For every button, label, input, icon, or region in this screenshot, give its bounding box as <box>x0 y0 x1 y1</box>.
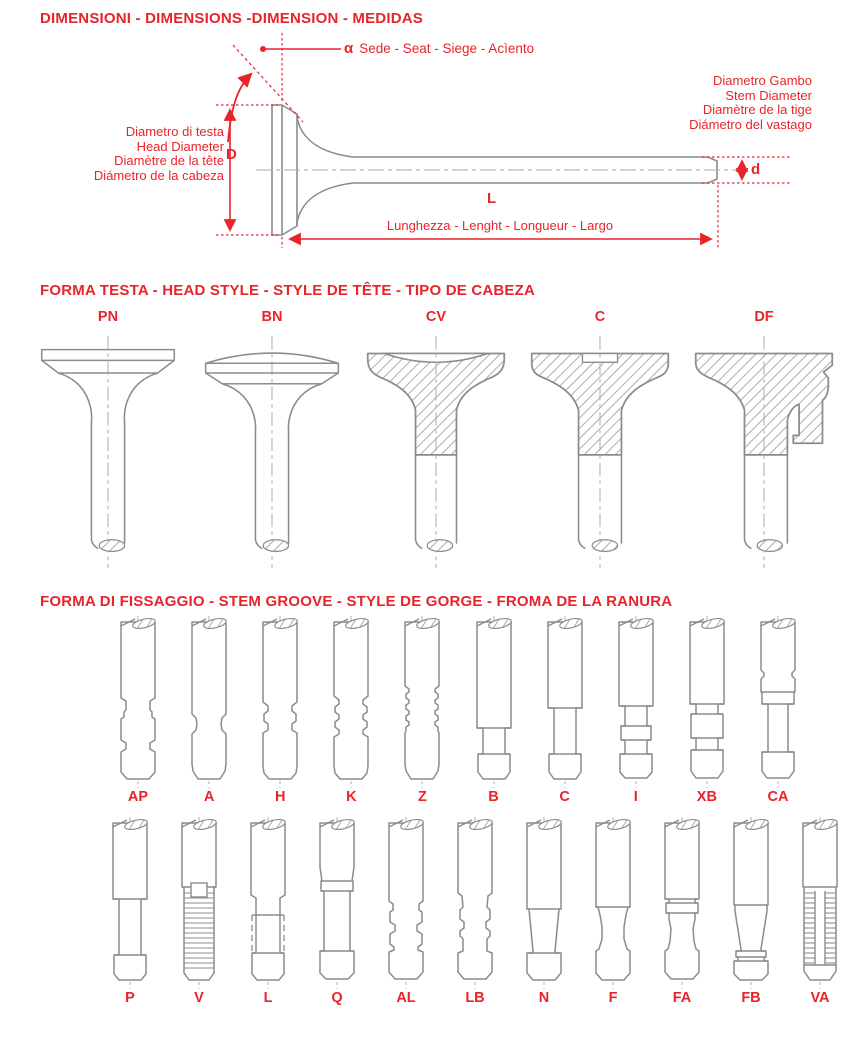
stem-groove-label: Z <box>418 789 427 805</box>
stem-groove-label: K <box>346 789 357 805</box>
stem-grooves-title: FORMA DI FISSAGGIO - STEM GROOVE - STYLE DE GORGE - FROMA DE LA RANURA <box>40 593 673 610</box>
stem-groove-label: FA <box>672 990 692 1006</box>
stem-groove-label: B <box>488 789 499 805</box>
head-style-label: DF <box>754 309 774 325</box>
stem-figure-AP-icon <box>104 616 172 788</box>
stem-groove-P <box>96 817 164 1006</box>
dim-letter-D: D <box>226 146 237 163</box>
stem-groove-label: L <box>263 990 273 1006</box>
stem-figure-FA-icon <box>648 817 716 989</box>
head-style-label: BN <box>261 309 283 325</box>
seat-label: α Sede - Seat - Siege - Acìento <box>344 40 535 57</box>
head-styles-row <box>0 309 860 577</box>
dim-letter-d: d <box>751 161 761 178</box>
stem-groove-AP <box>104 616 172 805</box>
stem-figure-P-icon <box>96 817 164 989</box>
length-label: Lunghezza - Lenght - Longueur - Largo <box>386 218 614 233</box>
stem-figure-V-icon <box>165 817 233 989</box>
stem-groove-label: I <box>633 789 638 805</box>
stem-figure-F-icon <box>579 817 647 989</box>
stem-groove-label: F <box>608 990 618 1006</box>
stem-figure-B-icon <box>460 616 528 788</box>
stem-groove-label: Q <box>331 990 343 1006</box>
head-figure-PN-icon <box>30 327 186 577</box>
stem-row-2 <box>0 817 860 1006</box>
stem-figure-C-icon <box>531 616 599 788</box>
angle-arc-arrow <box>228 74 251 142</box>
alpha-symbol: α <box>344 40 354 57</box>
stem-groove-AL <box>372 817 440 1006</box>
stem-groove-B <box>460 616 528 805</box>
stem-figure-A-icon <box>175 616 243 788</box>
stem-groove-label: C <box>559 789 570 805</box>
stem-diameter-label: Diametro Gambo Stem Diameter Diamètre de la tige Diámetro del vastago <box>689 73 812 132</box>
stem-groove-FA <box>648 817 716 1006</box>
stem-groove-C <box>531 616 599 805</box>
stem-groove-label: FB <box>741 990 761 1006</box>
stem-figure-Z-icon <box>388 616 456 788</box>
stem-groove-LB <box>441 817 509 1006</box>
stem-figure-LB-icon <box>441 817 509 989</box>
stem-groove-label: AL <box>396 990 416 1006</box>
stem-groove-N <box>510 817 578 1006</box>
head-style-CV <box>358 309 514 577</box>
stem-groove-I <box>602 616 670 805</box>
head-styles-section <box>0 282 860 577</box>
stem-groove-A <box>175 616 243 805</box>
dimensions-section <box>0 0 860 272</box>
stem-figure-AL-icon <box>372 817 440 989</box>
dimensions-title: DIMENSIONI - DIMENSIONS -DIMENSION - MEDIDAS <box>40 10 423 27</box>
head-style-DF <box>686 309 842 577</box>
stem-figure-VA-icon <box>786 817 854 989</box>
stem-groove-CA <box>744 616 812 805</box>
head-style-label: PN <box>97 309 119 325</box>
stem-figure-L-icon <box>234 817 302 989</box>
stem-groove-label: AP <box>127 789 149 805</box>
stem-groove-Z <box>388 616 456 805</box>
stem-groove-label: CA <box>767 789 789 805</box>
head-style-label: CV <box>425 309 447 325</box>
stem-groove-V <box>165 817 233 1006</box>
stem-figure-K-icon <box>317 616 385 788</box>
stem-figure-N-icon <box>510 817 578 989</box>
stem-groove-Q <box>303 817 371 1006</box>
stem-groove-label: H <box>274 789 286 805</box>
head-figure-CV-icon <box>358 327 514 577</box>
stem-groove-XB <box>673 616 741 805</box>
head-diameter-label: Diametro di testa Head Diameter Diamètre de la tête Diámetro de la cabeza <box>93 124 224 183</box>
stem-groove-label: V <box>194 990 204 1006</box>
head-figure-DF-icon <box>686 327 842 577</box>
stem-groove-label: VA <box>810 990 830 1006</box>
stem-figure-FB-icon <box>717 817 785 989</box>
seat-leader-dot <box>260 46 266 52</box>
stem-figure-H-icon <box>246 616 314 788</box>
head-styles-title: FORMA TESTA - HEAD STYLE - STYLE DE TÊTE - TIPO DE CABEZA <box>40 282 536 299</box>
head-style-PN <box>30 309 186 577</box>
stem-groove-L <box>234 817 302 1006</box>
stem-groove-K <box>317 616 385 805</box>
stem-groove-label: LB <box>465 990 485 1006</box>
stem-groove-VA <box>786 817 854 1006</box>
stem-groove-label: XB <box>696 789 717 805</box>
dim-letter-L: L <box>487 190 497 207</box>
stem-groove-FB <box>717 817 785 1006</box>
stem-figure-CA-icon <box>744 616 812 788</box>
stem-groove-F <box>579 817 647 1006</box>
stem-figure-XB-icon <box>673 616 741 788</box>
stem-figure-Q-icon <box>303 817 371 989</box>
stem-row-1 <box>0 616 860 805</box>
head-figure-C-icon <box>522 327 678 577</box>
stem-groove-label: A <box>203 789 215 805</box>
head-style-label: C <box>594 309 606 325</box>
stem-grooves-section <box>0 593 860 1006</box>
head-figure-BN-icon <box>194 327 350 577</box>
stem-figure-I-icon <box>602 616 670 788</box>
stem-groove-H <box>246 616 314 805</box>
head-style-C <box>522 309 678 577</box>
stem-groove-label: P <box>125 990 135 1006</box>
stem-groove-label: N <box>538 990 550 1006</box>
head-style-BN <box>194 309 350 577</box>
